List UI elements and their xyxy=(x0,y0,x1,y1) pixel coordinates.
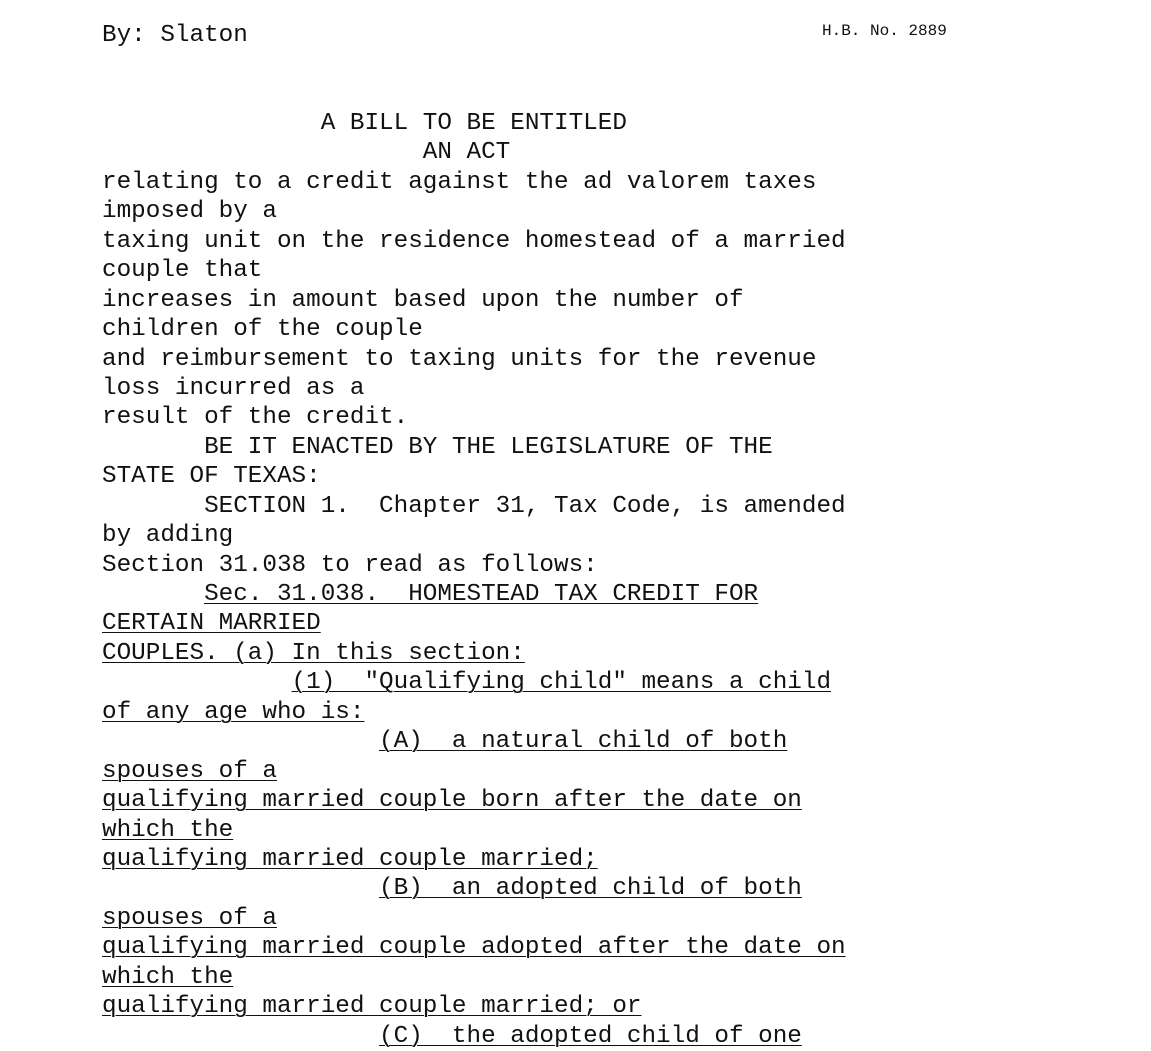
inserted-text: spouses of a xyxy=(102,904,277,932)
line-text: imposed by a xyxy=(102,198,277,226)
bill-text xyxy=(102,109,1142,1051)
line-text: A BILL TO BE ENTITLED xyxy=(102,110,627,137)
bill-line xyxy=(102,609,1142,638)
bill-line xyxy=(102,345,1142,374)
inserted-text: (B) an adopted child of both xyxy=(379,875,802,903)
bill-line xyxy=(102,551,1142,580)
bill-line xyxy=(102,256,1142,285)
line-text: Section 31.038 to read as follows: xyxy=(102,551,598,579)
inserted-text: qualifying married couple married; or xyxy=(102,993,642,1021)
bill-author: By: Slaton xyxy=(102,22,248,49)
inserted-text: (1) "Qualifying child" means a child xyxy=(291,669,832,697)
bill-number: H.B. No. 2889 xyxy=(822,22,947,40)
bill-line xyxy=(102,845,1142,874)
inserted-text: which the xyxy=(102,816,234,844)
bill-line xyxy=(102,874,1142,903)
bill-line xyxy=(102,992,1142,1021)
inserted-text: (A) a natural child of both xyxy=(379,728,788,756)
bill-line xyxy=(102,492,1142,521)
bill-line xyxy=(102,816,1142,845)
line-indent xyxy=(102,1023,379,1050)
inserted-text: qualifying married couple adopted after the date on xyxy=(102,934,846,962)
inserted-text: qualifying married couple married; xyxy=(102,845,598,873)
line-text: loss incurred as a xyxy=(102,374,365,402)
line-text: AN ACT xyxy=(102,139,511,167)
inserted-text: spouses of a xyxy=(102,757,277,785)
bill-line xyxy=(102,933,1142,962)
line-text: BE IT ENACTED BY THE LEGISLATURE OF THE xyxy=(102,433,773,461)
line-indent xyxy=(102,669,292,696)
bill-line xyxy=(102,580,1142,609)
bill-line xyxy=(102,963,1142,992)
inserted-text: of any age who is: xyxy=(102,698,365,726)
bill-line xyxy=(102,786,1142,815)
line-text: SECTION 1. Chapter 31, Tax Code, is amended xyxy=(102,492,846,520)
line-text: increases in amount based upon the number of xyxy=(102,286,744,314)
line-indent xyxy=(102,581,204,608)
bill-line xyxy=(102,462,1142,491)
bill-line xyxy=(102,904,1142,933)
bill-line xyxy=(102,403,1142,432)
line-indent xyxy=(102,728,379,755)
bill-line xyxy=(102,698,1142,727)
inserted-text: which the xyxy=(102,963,234,991)
inserted-text: COUPLES. (a) In this section: xyxy=(102,639,525,667)
line-text: result of the credit. xyxy=(102,404,409,432)
bill-line xyxy=(102,668,1142,697)
bill-line xyxy=(102,521,1142,550)
bill-line xyxy=(102,727,1142,756)
line-text: taxing unit on the residence homestead of a married xyxy=(102,227,846,255)
line-text: relating to a credit against the ad valorem taxes xyxy=(102,168,817,196)
inserted-text: (C) the adopted child of one xyxy=(379,1022,802,1050)
bill-line xyxy=(102,286,1142,315)
bill-line xyxy=(102,227,1142,256)
bill-line xyxy=(102,639,1142,668)
inserted-text: qualifying married couple born after the date on xyxy=(102,787,802,815)
bill-line xyxy=(102,168,1142,197)
line-text: and reimbursement to taxing units for the revenue xyxy=(102,345,817,373)
bill-line xyxy=(102,1022,1142,1051)
inserted-text: Sec. 31.038. HOMESTEAD TAX CREDIT FOR xyxy=(204,581,759,608)
bill-line xyxy=(102,315,1142,344)
bill-line xyxy=(102,109,1142,138)
line-indent xyxy=(102,875,379,902)
line-text: by adding xyxy=(102,522,234,550)
line-text: couple that xyxy=(102,257,263,285)
line-text: STATE OF TEXAS: xyxy=(102,463,321,491)
bill-line xyxy=(102,138,1142,167)
bill-line xyxy=(102,433,1142,462)
bill-line xyxy=(102,197,1142,226)
bill-line xyxy=(102,757,1142,786)
line-text: children of the couple xyxy=(102,316,423,344)
inserted-text: CERTAIN MARRIED xyxy=(102,610,321,638)
bill-line xyxy=(102,374,1142,403)
